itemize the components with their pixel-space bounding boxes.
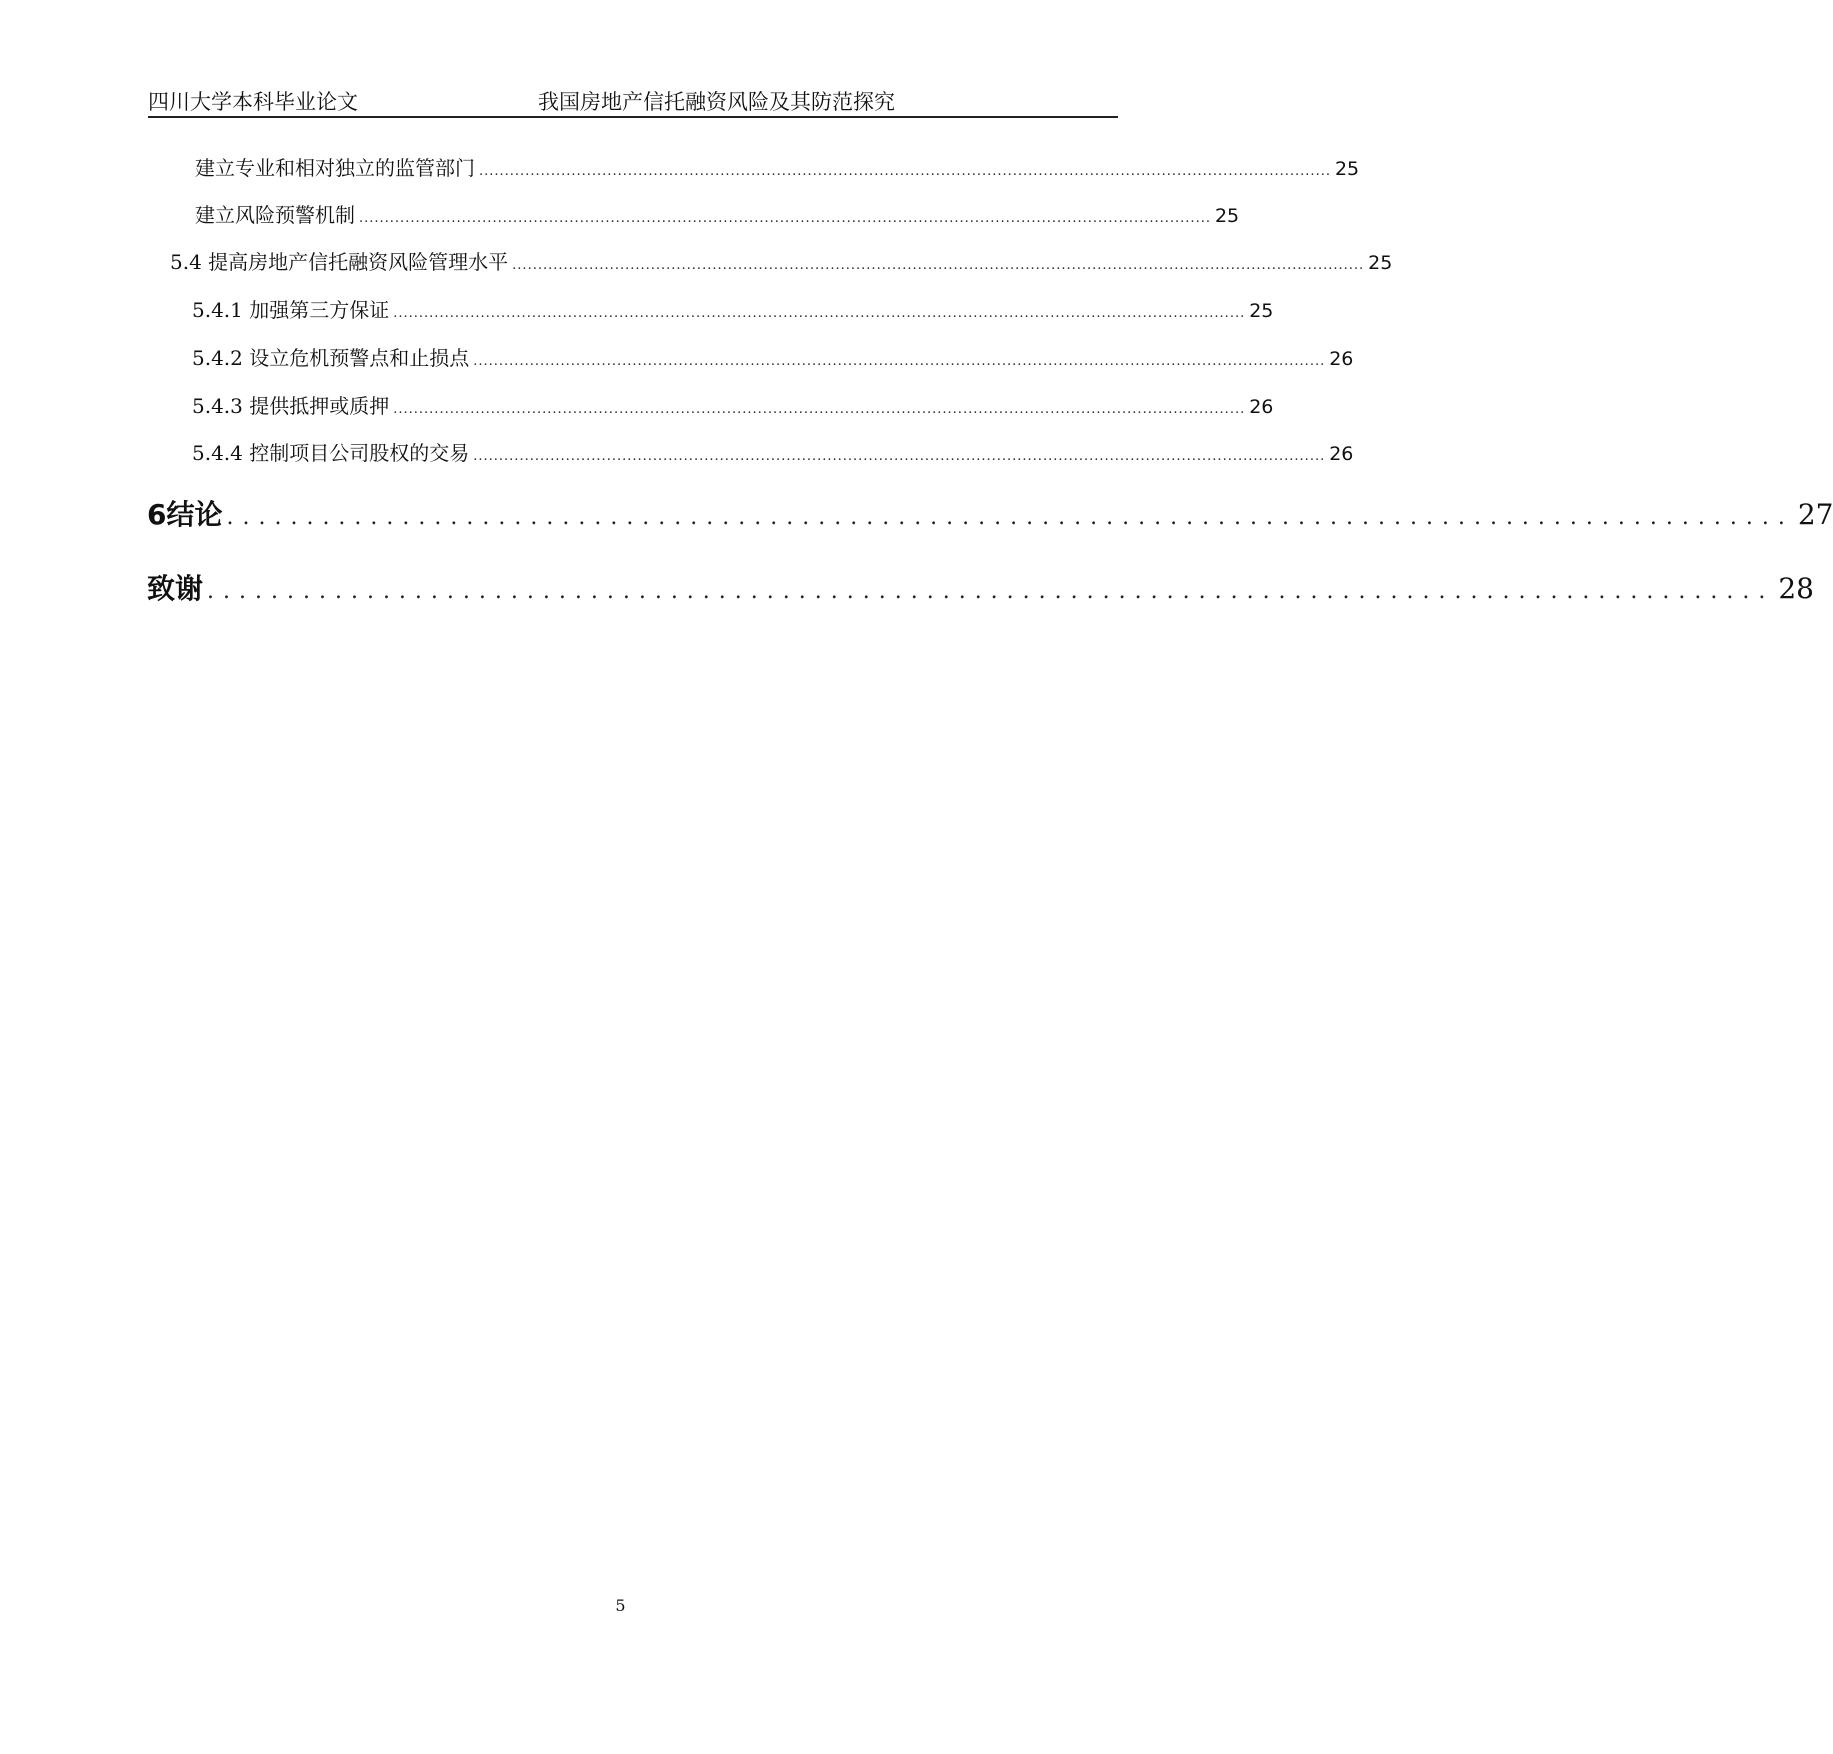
toc-dot-leader: ...................................................................................................................................................................... <box>393 402 1246 417</box>
toc-entry-label: 5.4.3 提供抵押或质押 <box>192 394 390 418</box>
page-number: 5 <box>615 1596 626 1615</box>
toc-entry[interactable] <box>170 246 1393 275</box>
toc-dot-leader: ...................................................................................................................................................................... <box>393 306 1246 321</box>
toc-dot-leader: ...................................................................................................................................................................... <box>512 258 1365 273</box>
toc-entry-page: 26 <box>1329 443 1354 465</box>
toc-entry[interactable] <box>192 390 1274 419</box>
toc-dot-leader: ...................................................................................................................................................................... <box>473 449 1326 464</box>
header-university-title: 四川大学本科毕业论文 <box>148 90 358 114</box>
toc-entry[interactable] <box>195 199 1240 228</box>
toc-entry-label: 5.4.1 加强第三方保证 <box>192 298 390 322</box>
page-header <box>148 86 1118 118</box>
toc-entry-label: 5.4.4 控制项目公司股权的交易 <box>192 441 470 465</box>
toc-dot-leader: .................................................................................................. <box>207 579 1775 604</box>
toc-entry-page: 26 <box>1249 396 1274 418</box>
toc-entry-label: 建立风险预警机制 <box>195 203 355 227</box>
toc-entry[interactable] <box>195 152 1360 181</box>
toc-entry-page: 25 <box>1334 158 1360 180</box>
toc-dot-leader: ...................................................................................................................................................................... <box>473 354 1326 369</box>
toc-entry-label: 建立专业和相对独立的监管部门 <box>195 156 475 180</box>
toc-dot-leader: ...................................................................................................................................................................... <box>479 164 1331 179</box>
toc-entry-label: 致谢 <box>147 572 204 605</box>
toc-entry[interactable] <box>192 342 1354 371</box>
toc-entry-page: 27 <box>1797 498 1833 531</box>
toc-entry-page: 25 <box>1368 252 1393 274</box>
toc-entry-page: 25 <box>1214 205 1240 227</box>
toc-chapter-entry[interactable] <box>147 493 1833 533</box>
toc-entry-label: 5.4 提高房地产信托融资风险管理水平 <box>170 250 509 274</box>
toc-entry-page: 26 <box>1329 348 1354 370</box>
toc-entry-label: 5.4.2 设立危机预警点和止损点 <box>192 346 470 370</box>
toc-entry-page: 28 <box>1778 572 1814 605</box>
toc-dot-leader: ...................................................................................................................................................................... <box>359 211 1211 226</box>
toc-entry[interactable] <box>192 437 1354 466</box>
toc-entry[interactable] <box>192 294 1274 323</box>
header-thesis-title: 我国房地产信托融资风险及其防范探究 <box>538 90 895 114</box>
toc-entry-page: 25 <box>1249 300 1274 322</box>
toc-dot-leader: .................................................................................................. <box>226 505 1794 530</box>
toc-entry-label: 6结论 <box>147 498 223 531</box>
toc-chapter-entry[interactable] <box>147 567 1814 607</box>
